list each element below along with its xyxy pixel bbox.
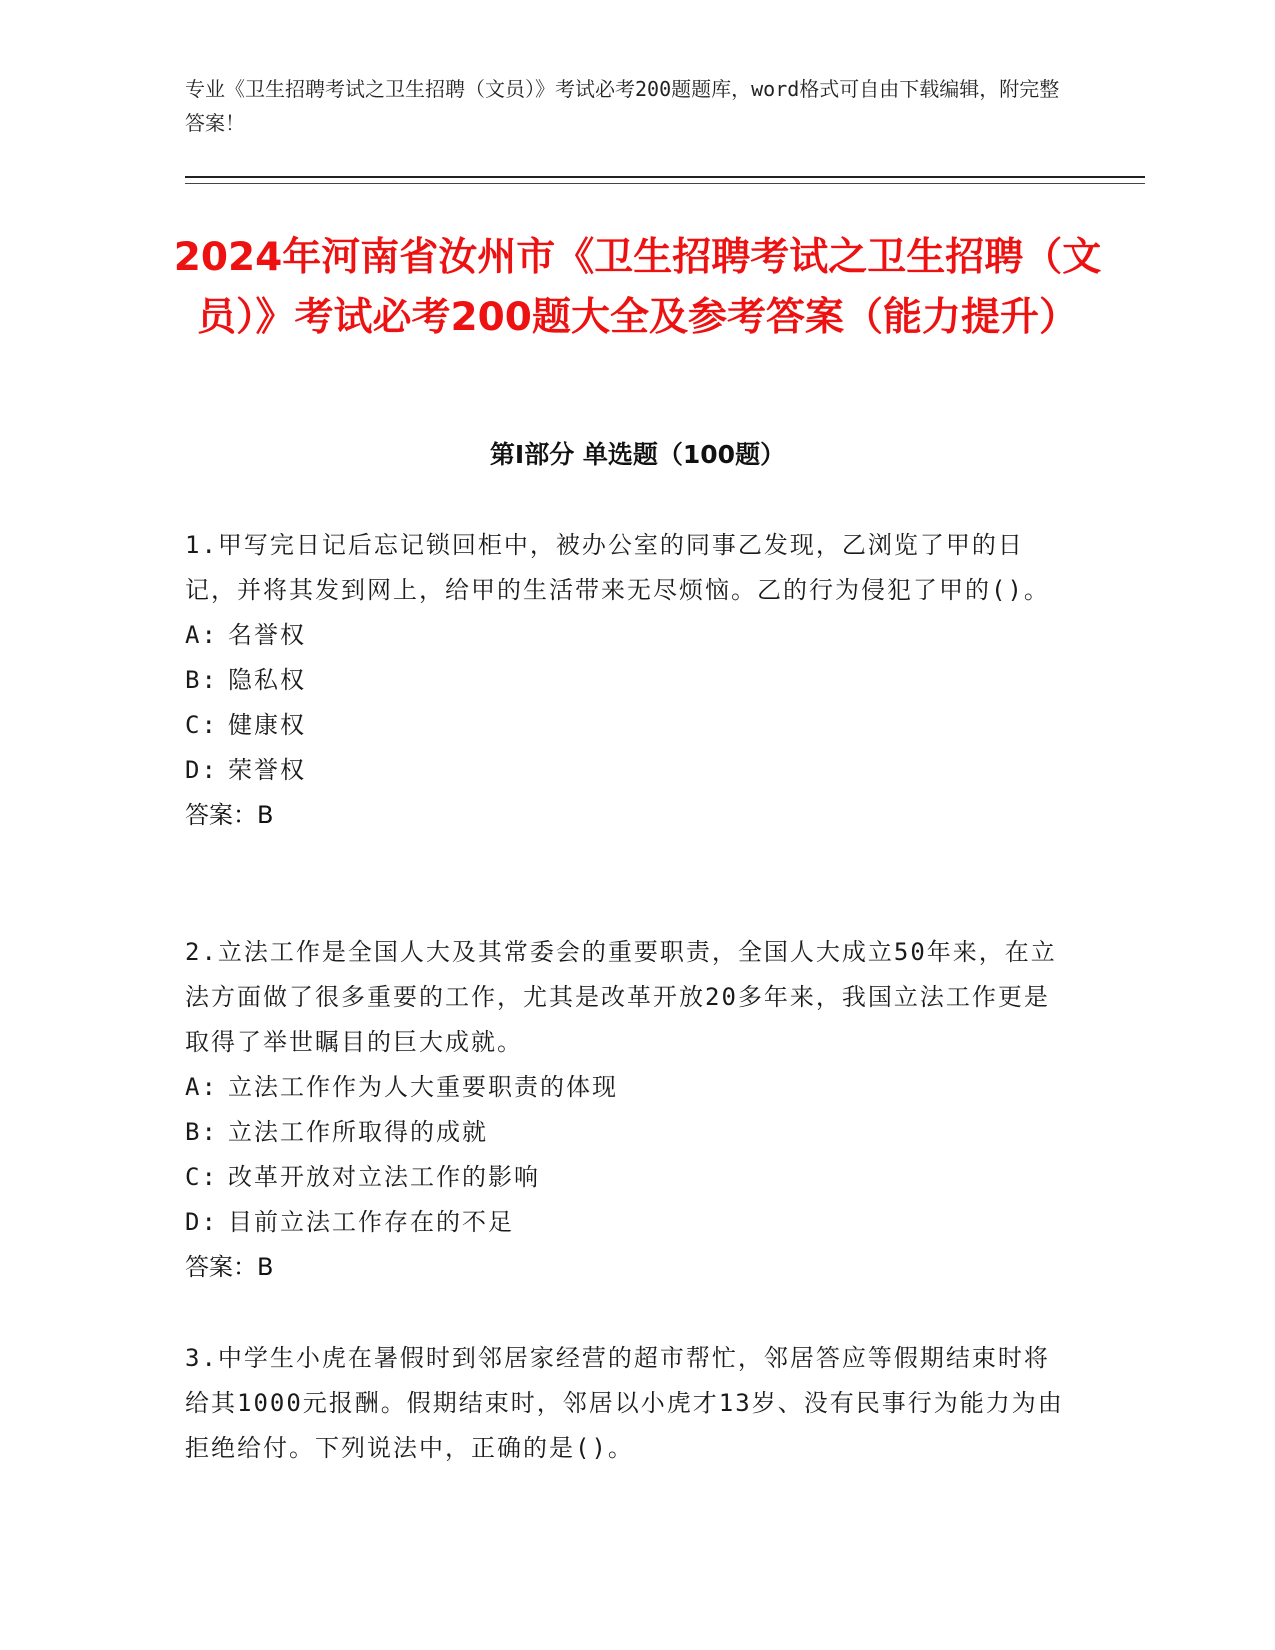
section-heading: 第I部分 单选题（100题） (489, 440, 786, 469)
question-3 (185, 1336, 1065, 1471)
option-d (185, 1200, 1065, 1245)
option-text: 改革开放对立法工作的影响 (228, 1163, 540, 1191)
question-stem: 2.立法工作是全国人大及其常委会的重要职责，全国人大成立50年来，在立法方面做了很多重要的工作，尤其是改革开放20多年来，我国立法工作更是取得了举世瞩目的巨大成就。 (185, 938, 1057, 1056)
header-divider-thin (185, 183, 1145, 184)
question-stem: 1.甲写完日记后忘记锁回柜中，被办公室的同事乙发现，乙浏览了甲的日记，并将其发到网上，给甲的生活带来无尽烦恼。乙的行为侵犯了甲的()。 (185, 531, 1050, 604)
option-text: 立法工作所取得的成就 (228, 1118, 488, 1146)
option-text: 隐私权 (228, 666, 306, 694)
option-b (185, 1110, 1065, 1155)
option-key: A: (185, 621, 218, 649)
option-text: 目前立法工作存在的不足 (228, 1208, 514, 1236)
header-note: 专业《卫生招聘考试之卫生招聘（文员）》考试必考200题题库，word格式可自由下载编辑，附完整答案！ (185, 77, 1060, 135)
option-a (185, 1065, 1065, 1110)
answer-line: 答案：B (185, 801, 274, 829)
option-text: 健康权 (228, 711, 306, 739)
option-d (185, 748, 1065, 793)
option-a (185, 613, 1065, 658)
option-text: 名誉权 (228, 621, 306, 649)
option-key: D: (185, 1208, 218, 1236)
option-key: C: (185, 711, 218, 739)
header-divider-thick (185, 176, 1145, 178)
option-key: C: (185, 1163, 218, 1191)
option-text: 立法工作作为人大重要职责的体现 (228, 1073, 618, 1101)
question-1 (185, 523, 1065, 838)
option-key: B: (185, 666, 218, 694)
option-b (185, 658, 1065, 703)
option-text: 荣誉权 (228, 756, 306, 784)
question-2 (185, 930, 1065, 1290)
option-key: A: (185, 1073, 218, 1101)
option-c (185, 1155, 1065, 1200)
option-c (185, 703, 1065, 748)
option-key: B: (185, 1118, 218, 1146)
answer-line: 答案：B (185, 1253, 274, 1281)
document-title: 2024年河南省汝州市《卫生招聘考试之卫生招聘（文员）》考试必考200题大全及参考答案（能力提升） (173, 235, 1102, 340)
question-stem: 3.中学生小虎在暑假时到邻居家经营的超市帮忙，邻居答应等假期结束时将给其1000元报酬。假期结束时，邻居以小虎才13岁、没有民事行为能力为由拒绝给付。下列说法中，正确的是()。 (185, 1344, 1064, 1462)
option-key: D: (185, 756, 218, 784)
